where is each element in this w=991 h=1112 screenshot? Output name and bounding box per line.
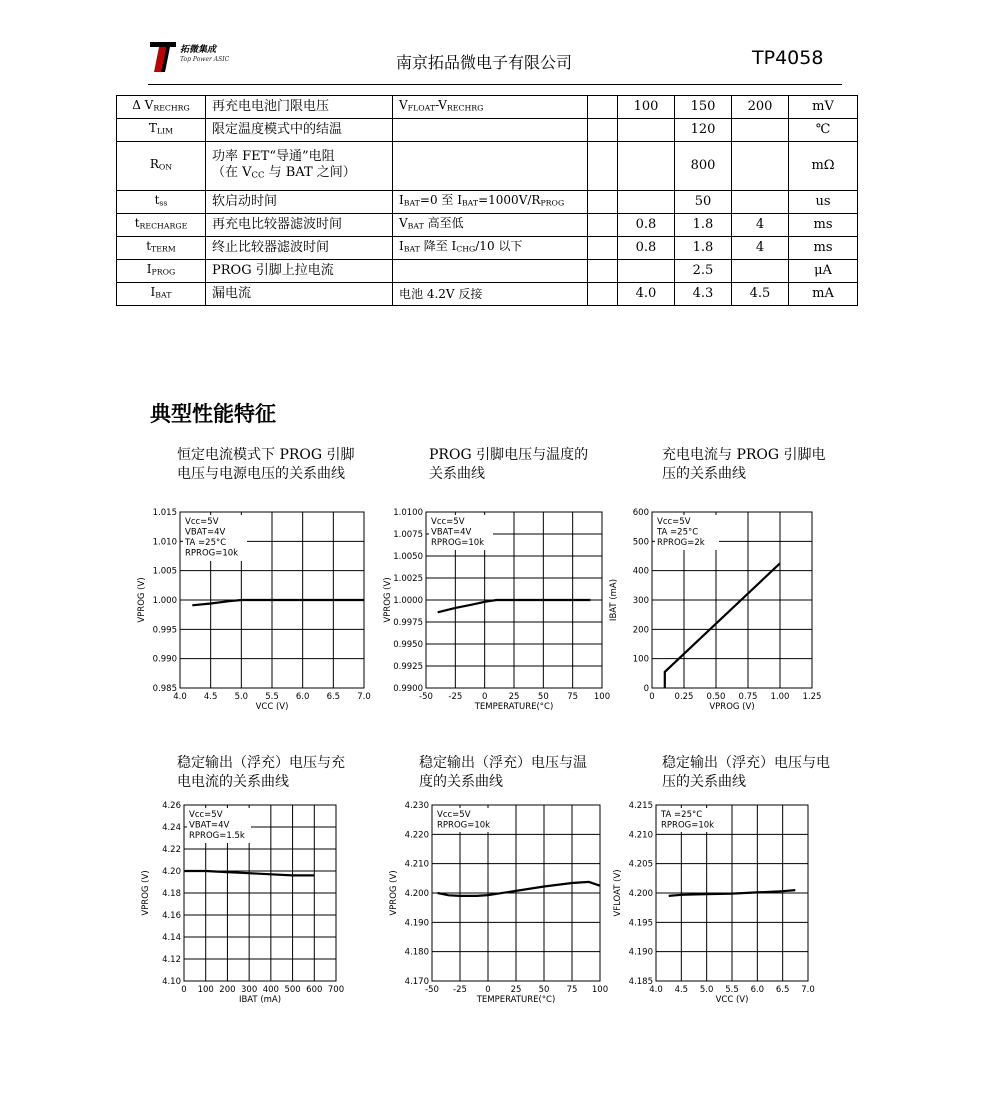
series-line <box>192 600 364 605</box>
typ-cell: 2.5 <box>675 260 732 283</box>
chart-caption-5 <box>419 754 619 792</box>
y-tick-label: 4.200 <box>404 889 429 899</box>
symbol-cell: Δ $V_{RECHRG}$ <box>117 96 206 119</box>
min-cell: 4.0 <box>618 283 675 306</box>
y-tick-label: 1.0000 <box>393 596 423 606</box>
condition-cell: $V_{FLOAT}-V_{RECHRG}$ <box>393 96 588 119</box>
y-tick-label: 1.005 <box>152 566 177 577</box>
x-tick-label: 100 <box>593 692 611 702</box>
x-tick-label: 200 <box>219 985 236 995</box>
max-cell <box>732 191 789 214</box>
x-tick-label: 25 <box>510 985 522 995</box>
empty-cell <box>588 283 618 306</box>
x-tick-label: -50 <box>425 985 439 995</box>
y-tick-label: 0.9925 <box>393 662 423 672</box>
x-axis-label: IBAT (mA) <box>238 995 282 1005</box>
condition-label: Vcc=5V <box>185 517 219 527</box>
symbol-subscript: TERM <box>151 244 176 254</box>
unit-cell: mA <box>789 283 858 306</box>
condition-label: RPROG=10k <box>185 548 239 559</box>
y-tick-label: 4.24 <box>162 823 181 833</box>
x-tick-label: 0.25 <box>674 692 694 702</box>
y-tick-label: 1.015 <box>152 508 177 518</box>
x-tick-label: -50 <box>419 692 433 702</box>
chart-5 <box>372 801 620 1013</box>
max-cell: 200 <box>732 96 789 119</box>
max-cell <box>732 260 789 283</box>
typ-cell: 120 <box>675 119 732 142</box>
unit-cell: mV <box>789 96 858 119</box>
caption-line: PROG 引脚电压与温度的 <box>429 447 589 463</box>
unit-cell: us <box>789 191 858 214</box>
x-tick-label: 0 <box>181 985 187 995</box>
typ-cell: 800 <box>675 142 732 191</box>
caption-line: 充电电流与 PROG 引脚电 <box>662 447 826 463</box>
y-tick-label: 4.20 <box>162 867 181 877</box>
caption-line: 电压与电源电压的关系曲线 <box>177 466 345 482</box>
y-tick-label: 0.985 <box>152 684 177 694</box>
symbol-cell: $t_{TERM}$ <box>117 237 206 260</box>
y-tick-label: 4.210 <box>628 830 653 841</box>
table-row <box>117 214 858 237</box>
symbol-cell: $R_{ON}$ <box>117 142 206 191</box>
cond-subscript: BAT <box>461 198 479 208</box>
parameter-cell: 漏电流 <box>206 283 393 306</box>
y-tick-label: 4.16 <box>162 911 181 921</box>
x-tick-label: 25 <box>508 692 520 702</box>
condition-label: VBAT=4V <box>185 527 226 538</box>
caption-line: 度的关系曲线 <box>419 774 503 790</box>
chart-2 <box>366 508 622 720</box>
condition-cell <box>393 142 588 191</box>
chart-caption-6 <box>662 754 862 792</box>
max-cell: 4 <box>732 214 789 237</box>
min-cell <box>618 260 675 283</box>
empty-cell <box>588 191 618 214</box>
unit-cell: ms <box>789 214 858 237</box>
x-tick-label: 4.5 <box>674 985 689 995</box>
x-axis-label: VCC (V) <box>255 702 289 712</box>
y-tick-label: 4.190 <box>404 918 429 929</box>
condition-label: Vcc=5V <box>437 810 471 820</box>
typ-cell: 50 <box>675 191 732 214</box>
table-row <box>117 260 858 283</box>
y-tick-label: 4.22 <box>162 845 181 855</box>
series-line <box>665 563 780 688</box>
condition-label: RPROG=2k <box>657 538 705 548</box>
max-cell: 4 <box>732 237 789 260</box>
y-tick-label: 4.195 <box>628 918 653 929</box>
parameter-cell: 再充电电池门限电压 <box>206 96 393 119</box>
empty-cell <box>588 96 618 119</box>
y-tick-label: 0.9900 <box>393 684 423 694</box>
y-tick-label: 600 <box>632 508 649 518</box>
company-logo <box>150 40 240 74</box>
x-tick-label: 6.5 <box>326 692 341 702</box>
y-tick-label: 4.190 <box>628 947 653 958</box>
caption-line: 恒定电流模式下 PROG 引脚 <box>177 447 355 463</box>
condition-label: VBAT=4V <box>189 820 230 831</box>
cond-subscript: PROG <box>540 198 565 208</box>
unit-cell: μA <box>789 260 858 283</box>
min-cell <box>618 191 675 214</box>
x-tick-label: 7.0 <box>801 985 815 995</box>
y-tick-label: 4.210 <box>404 859 429 870</box>
spec-table <box>116 95 858 306</box>
x-tick-label: 6.5 <box>775 985 790 995</box>
min-cell: 100 <box>618 96 675 119</box>
chart-caption-2 <box>429 446 629 484</box>
x-axis-label: TEMPERATURE(°C) <box>476 995 556 1005</box>
y-axis-label: VPROG (V) <box>141 870 151 916</box>
company-name: 南京拓品微电子有限公司 <box>396 53 573 72</box>
x-tick-label: 5.5 <box>725 985 739 995</box>
symbol-cell: $I_{PROG}$ <box>117 260 206 283</box>
condition-cell: $V_{BAT}$ 高至低 <box>393 214 588 237</box>
parameter-cell: 软启动时间 <box>206 191 393 214</box>
table-row <box>117 191 858 214</box>
condition-label: Vcc=5V <box>431 517 465 527</box>
y-tick-label: 100 <box>632 654 649 665</box>
condition-label: Vcc=5V <box>189 810 223 820</box>
y-axis-label: IBAT (mA) <box>609 578 619 622</box>
x-axis-label: VPROG (V) <box>709 702 755 712</box>
param-subscript: CC <box>251 169 265 180</box>
table-row <box>117 283 858 306</box>
condition-cell <box>393 119 588 142</box>
x-tick-label: 50 <box>537 692 549 702</box>
y-tick-label: 4.230 <box>404 801 429 811</box>
parameter-cell: 功率 FET“导通”电阻 （在 $V_{CC}$ 与 BAT 之间） <box>206 142 393 191</box>
x-tick-label: 5.0 <box>234 692 249 702</box>
min-cell: 0.8 <box>618 237 675 260</box>
typ-cell: 150 <box>675 96 732 119</box>
x-tick-label: 500 <box>284 985 301 995</box>
chart-caption-1 <box>177 446 377 484</box>
symbol-subscript: BAT <box>155 290 172 300</box>
symbol-subscript: ON <box>158 162 173 172</box>
max-cell <box>732 119 789 142</box>
typ-cell: 1.8 <box>675 214 732 237</box>
condition-cell: $I_{BAT}$ 降至 $I_{CHG}/10$ 以下 <box>393 237 588 260</box>
x-tick-label: 400 <box>262 985 279 995</box>
condition-label: RPROG=1.5k <box>189 831 245 841</box>
y-tick-label: 300 <box>632 596 649 606</box>
y-tick-label: 0.990 <box>152 654 177 665</box>
cond-subscript: RECHRG <box>446 103 484 113</box>
condition-label: TA =25°C <box>657 527 699 538</box>
x-tick-label: 0.50 <box>706 692 726 702</box>
symbol-cell: $t_{ss}$ <box>117 191 206 214</box>
max-cell <box>732 142 789 191</box>
caption-line: 稳定输出（浮充）电压与充 <box>177 755 345 771</box>
y-tick-label: 4.18 <box>162 889 181 899</box>
y-axis-label: VPROG (V) <box>383 577 393 623</box>
symbol-subscript: RECHARGE <box>139 221 188 231</box>
x-tick-label: 6.0 <box>295 692 310 702</box>
x-tick-label: 5.0 <box>699 985 714 995</box>
page-header <box>0 0 991 90</box>
y-axis-label: VFLOAT (V) <box>613 869 623 917</box>
x-tick-label: 600 <box>306 985 323 995</box>
symbol-subscript: LIM <box>156 126 174 136</box>
unit-cell: ms <box>789 237 858 260</box>
symbol-subscript: ss <box>159 198 168 208</box>
max-cell: 4.5 <box>732 283 789 306</box>
condition-label: RPROG=10k <box>437 820 491 831</box>
empty-cell <box>588 142 618 191</box>
y-tick-label: 4.185 <box>628 977 653 987</box>
cond-subscript: BAT <box>407 221 424 231</box>
y-axis-label: VPROG (V) <box>389 870 399 916</box>
y-tick-label: 4.14 <box>162 933 181 943</box>
table-row <box>117 142 858 191</box>
y-tick-label: 1.0075 <box>393 530 423 540</box>
condition-label: RPROG=10k <box>661 820 715 831</box>
empty-cell <box>588 214 618 237</box>
logo-text-cn: 拓微集成 <box>180 45 217 55</box>
y-tick-label: 200 <box>632 625 649 636</box>
y-tick-label: 4.12 <box>162 955 181 965</box>
x-axis-label: TEMPERATURE(°C) <box>474 702 554 712</box>
caption-line: 稳定输出（浮充）电压与电 <box>662 755 830 771</box>
cond-subscript: BAT <box>403 244 420 254</box>
caption-line: 压的关系曲线 <box>662 466 746 482</box>
chart-6 <box>596 801 828 1013</box>
condition-label: TA =25°C <box>661 810 703 820</box>
parameter-cell: 再充电比较器滤波时间 <box>206 214 393 237</box>
condition-label: Vcc=5V <box>657 517 691 527</box>
y-tick-label: 4.200 <box>628 889 653 899</box>
cond-subscript: FLOAT <box>407 103 436 113</box>
y-tick-label: 4.215 <box>628 801 653 811</box>
x-tick-label: 0 <box>485 985 491 995</box>
table-row <box>117 96 858 119</box>
typ-cell: 4.3 <box>675 283 732 306</box>
y-tick-label: 4.205 <box>628 859 653 870</box>
condition-label: TA =25°C <box>185 538 227 548</box>
chart-4 <box>124 801 356 1013</box>
caption-line: 压的关系曲线 <box>662 774 746 790</box>
empty-cell <box>588 119 618 142</box>
condition-cell: $I_{BAT}=0$ 至 $I_{BAT}=1000V/R_{PROG}$ <box>393 191 588 214</box>
chart-1 <box>120 508 384 720</box>
unit-cell: ℃ <box>789 119 858 142</box>
y-tick-label: 0.9950 <box>393 640 423 650</box>
x-tick-label: 6.0 <box>750 985 765 995</box>
symbol-subscript: RECHRG <box>153 103 190 113</box>
x-tick-label: 300 <box>241 985 258 995</box>
y-tick-label: 4.170 <box>404 977 429 987</box>
series-line <box>438 882 600 896</box>
cond-subscript: BAT <box>403 198 420 208</box>
y-tick-label: 1.000 <box>152 596 177 606</box>
condition-cell: 电池 4.2V 反接 <box>393 283 588 306</box>
x-tick-label: 50 <box>538 985 550 995</box>
parameter-cell: PROG 引脚上拉电流 <box>206 260 393 283</box>
y-tick-label: 1.0050 <box>393 552 423 562</box>
parameter-cell: 终止比较器滤波时间 <box>206 237 393 260</box>
y-tick-label: 1.010 <box>152 537 177 548</box>
y-tick-label: 1.0025 <box>393 574 423 584</box>
min-cell <box>618 119 675 142</box>
y-tick-label: 4.180 <box>404 947 429 958</box>
condition-cell <box>393 260 588 283</box>
x-tick-label: 100 <box>591 985 609 995</box>
table-row <box>117 119 858 142</box>
symbol-cell: $T_{LIM}$ <box>117 119 206 142</box>
chart-caption-3 <box>662 446 862 484</box>
x-tick-label: 1.25 <box>802 692 822 702</box>
empty-cell <box>588 260 618 283</box>
y-tick-label: 0.995 <box>152 625 177 636</box>
parameter-cell: 限定温度模式中的结温 <box>206 119 393 142</box>
y-tick-label: 0 <box>643 684 649 694</box>
y-tick-label: 400 <box>632 566 649 577</box>
section-title: 典型性能特征 <box>150 402 276 426</box>
condition-label: RPROG=10k <box>431 538 485 548</box>
caption-line: 电电流的关系曲线 <box>177 774 289 790</box>
x-tick-label: 0 <box>649 692 655 702</box>
x-tick-label: 0.75 <box>738 692 758 702</box>
y-axis-label: VPROG (V) <box>137 577 147 623</box>
x-tick-label: 5.5 <box>265 692 279 702</box>
caption-line: 关系曲线 <box>429 466 485 482</box>
y-tick-label: 500 <box>632 537 649 548</box>
header-divider <box>148 84 842 85</box>
caption-line: 稳定输出（浮充）电压与温 <box>419 755 587 771</box>
cond-subscript: CHG <box>456 244 476 254</box>
x-tick-label: 7.0 <box>357 692 371 702</box>
logo-mark-icon <box>150 40 178 74</box>
min-cell <box>618 142 675 191</box>
chart-3 <box>592 508 832 720</box>
min-cell: 0.8 <box>618 214 675 237</box>
y-tick-label: 4.26 <box>162 801 181 811</box>
x-tick-label: 100 <box>197 985 214 995</box>
y-tick-label: 4.10 <box>162 977 181 987</box>
symbol-cell: $t_{RECHARGE}$ <box>117 214 206 237</box>
x-tick-label: -25 <box>453 985 467 995</box>
symbol-subscript: PROG <box>151 267 176 277</box>
x-tick-label: 0 <box>481 692 488 702</box>
chart-caption-4 <box>177 754 377 792</box>
y-tick-label: 4.220 <box>404 830 429 841</box>
y-tick-label: 1.0100 <box>393 508 423 518</box>
table-row <box>117 237 858 260</box>
symbol-cell: $I_{BAT}$ <box>117 283 206 306</box>
x-axis-label: VCC (V) <box>715 995 749 1005</box>
logo-text-en: Top Power ASIC <box>180 56 230 63</box>
x-tick-label: 4.0 <box>173 692 187 702</box>
x-tick-label: 4.5 <box>203 692 218 702</box>
condition-label: VBAT=4V <box>431 527 472 538</box>
empty-cell <box>588 237 618 260</box>
x-tick-label: 1.00 <box>770 692 790 702</box>
x-tick-label: 75 <box>566 985 578 995</box>
typ-cell: 1.8 <box>675 237 732 260</box>
x-tick-label: -25 <box>448 692 463 702</box>
part-number: TP4058 <box>752 47 824 69</box>
y-tick-label: 0.9975 <box>393 618 423 628</box>
x-tick-label: 75 <box>567 692 579 702</box>
x-tick-label: 4.0 <box>649 985 663 995</box>
x-tick-label: 700 <box>327 985 345 995</box>
unit-cell: mΩ <box>789 142 858 191</box>
